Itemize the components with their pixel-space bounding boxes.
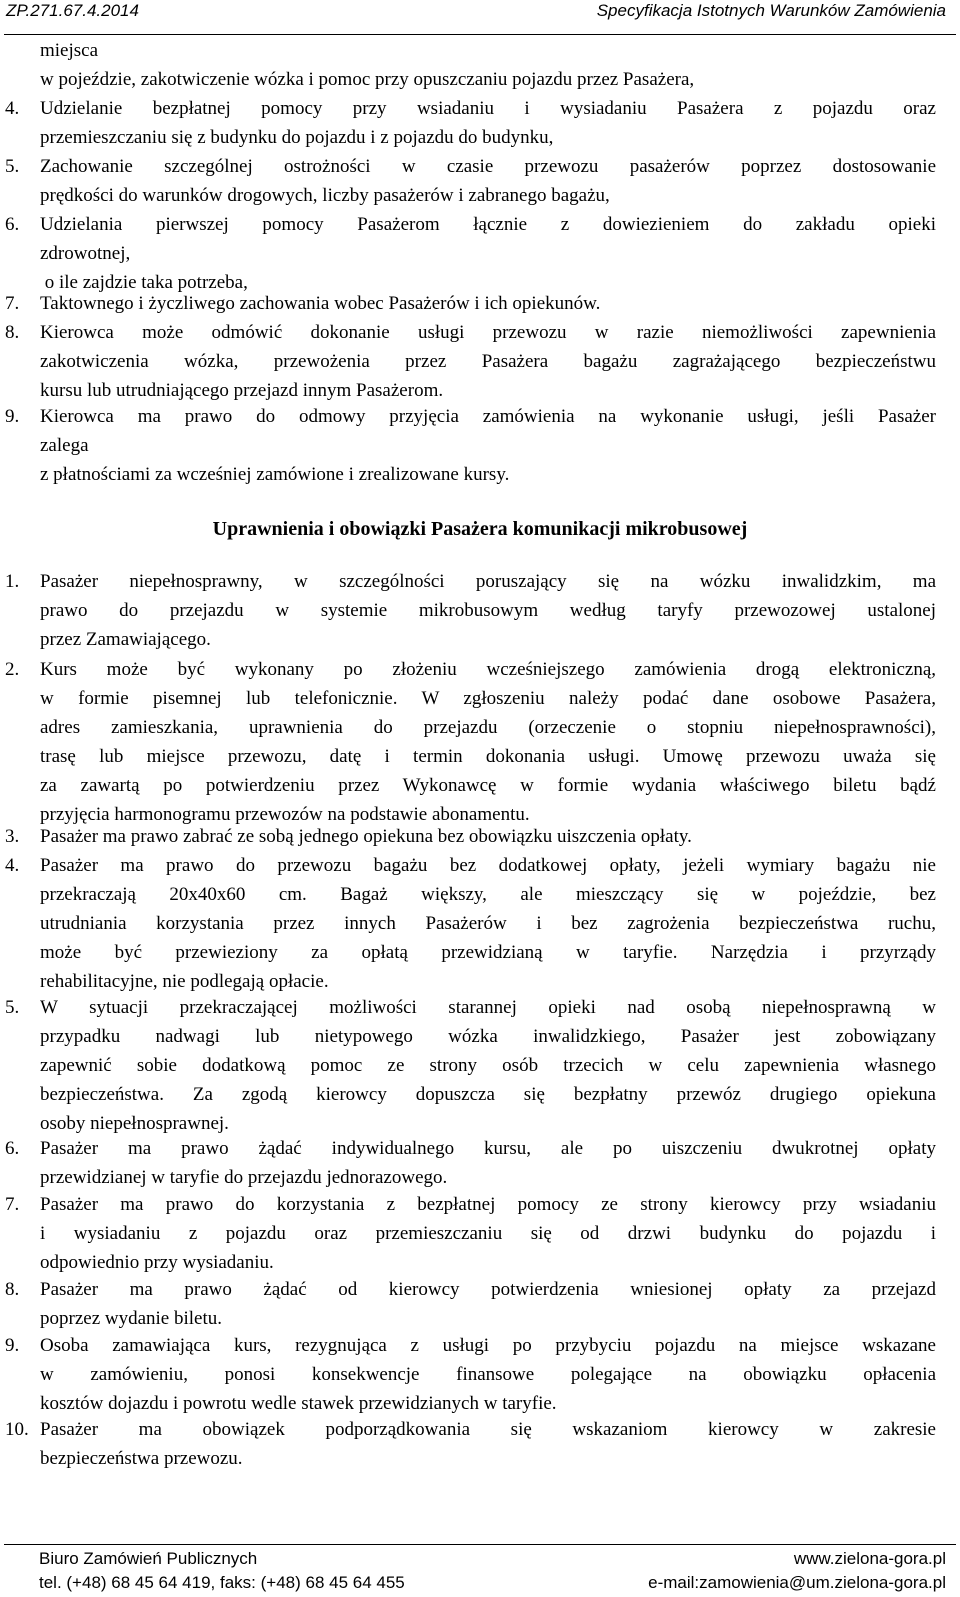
text-line: prawo do przejazdu w systemie mikrobusowym według taryfy przewozowej ustalonej xyxy=(40,600,936,621)
list-number: 7. xyxy=(5,293,20,314)
text-line: Pasażer niepełnosprawny, w szczególności poruszający się na wózku inwalidzkim, ma xyxy=(40,571,936,592)
text-line: miejsca xyxy=(40,40,99,61)
list-item xyxy=(5,822,936,851)
text-line: Zachowanie szczególnej ostrożności w czasie przewozu pasażerów poprzez dostosowanie xyxy=(40,156,936,177)
text-line: Pasażer ma prawo żądać indywidualnego kursu, ale po uiszczeniu dwukrotnej opłaty xyxy=(40,1138,936,1159)
list-number: 8. xyxy=(5,322,20,343)
text-line: Udzielania pierwszej pomocy Pasażerom łącznie z dowiezieniem do zakładu opieki xyxy=(40,214,936,235)
text-line: zdrowotnej, xyxy=(40,243,131,264)
text-line: za zawartą po potwierdzeniu przez Wykonawcę w formie wydania właściwego biletu bądź xyxy=(40,775,936,796)
list-number: 9. xyxy=(5,1335,20,1356)
list-number: 4. xyxy=(5,855,20,876)
text-line: kursu lub utrudniającego przejazd innym Pasażerom. xyxy=(40,380,444,401)
list-item xyxy=(5,318,936,405)
text-line: W sytuacji przekraczającej możliwości starannej opieki nad osobą niepełnosprawną w xyxy=(40,997,936,1018)
text-line: Pasażer ma prawo do przewozu bagażu bez dodatkowej opłaty, jeżeli wymiary bagażu nie xyxy=(40,855,936,876)
text-line: Osoba zamawiająca kurs, rezygnująca z usługi po przybyciu pojazdu na miejsce wskazane xyxy=(40,1335,936,1356)
text-line: Taktownego i życzliwego zachowania wobec Pasażerów i ich opiekunów. xyxy=(40,293,601,314)
list-item xyxy=(5,1415,936,1473)
text-line: adres zamieszkania, uprawnienia do przejazdu (orzeczenie o stopniu niepełnosprawności), xyxy=(40,717,936,738)
footer-office-name: Biuro Zamówień Publicznych xyxy=(39,1549,258,1568)
text-line: przekraczają 20x40x60 cm. Bagaż większy, ale mieszczący się w pojeździe, bez xyxy=(40,884,936,905)
list-number: 7. xyxy=(5,1194,20,1215)
text-line: Kierowca ma prawo do odmowy przyjęcia zamówienia na wykonanie usługi, jeśli Pasażer xyxy=(40,406,936,427)
text-line: prędkości do warunków drogowych, liczby pasażerów i zabranego bagażu, xyxy=(40,185,610,206)
text-line: przypadku nadwagi lub nietypowego wózka inwalidzkiego, Pasażer jest zobowiązany xyxy=(40,1026,936,1047)
text-line: przez Zamawiającego. xyxy=(40,629,211,650)
text-line: Kierowca może odmówić dokonanie usługi przewozu w razie niemożliwości zapewnienia xyxy=(40,322,936,343)
text-line: z płatnościami za wcześniej zamówione i zrealizowane kursy. xyxy=(40,464,510,485)
page-header xyxy=(4,0,956,35)
text-line: Pasażer ma obowiązek podporządkowania się wskazaniom kierowcy w zakresie xyxy=(40,1419,936,1440)
text-line: bezpieczeństwa przewozu. xyxy=(40,1448,243,1469)
list-number: 8. xyxy=(5,1279,20,1300)
intro-text xyxy=(40,36,936,94)
list-item xyxy=(5,567,936,654)
list-item xyxy=(5,402,936,489)
list-item xyxy=(5,152,936,210)
list-item xyxy=(5,1275,936,1333)
text-line: osoby niepełnosprawnej. xyxy=(40,1113,229,1134)
list-number: 5. xyxy=(5,997,20,1018)
text-line: przyjęcia harmonogramu przewozów na podstawie abonamentu. xyxy=(40,804,530,825)
list-item xyxy=(5,1331,936,1418)
list-number: 4. xyxy=(5,98,20,119)
text-line: o ile zajdzie taka potrzeba, xyxy=(40,272,248,293)
text-line: trasę lub miejsce przewozu, datę i termin dokonania usługi. Umowę przewozu uważa się xyxy=(40,746,936,767)
text-line: w zamówieniu, ponosi konsekwencje finansowe polegające na obowiązku opłacenia xyxy=(40,1364,936,1385)
list-item xyxy=(5,1134,936,1192)
list-number: 3. xyxy=(5,826,20,847)
text-line: i wysiadaniu z pojazdu oraz przemieszczaniu się od drzwi budynku do pojazdu i xyxy=(40,1223,936,1244)
list-item xyxy=(5,993,936,1138)
list-item xyxy=(5,851,936,996)
list-number: 6. xyxy=(5,1138,20,1159)
text-line: odpowiednio przy wysiadaniu. xyxy=(40,1252,274,1273)
text-line: może być przewieziony za opłatą przewidzianą w taryfie. Narzędzia i przyrządy xyxy=(40,942,936,963)
text-line: zalega xyxy=(40,435,89,456)
list-number: 1. xyxy=(5,571,20,592)
document-reference: ZP.271.67.4.2014 xyxy=(6,1,139,20)
text-line: w formie pisemnej lub telefonicznie. W zgłoszeniu należy podać dane osobowe Pasażera, xyxy=(40,688,936,709)
text-line: zakotwiczenia wózka, przewożenia przez Pasażera bagażu zagrażającego bezpieczeństwu xyxy=(40,351,936,372)
text-line: przewidzianej w taryfie do przejazdu jednorazowego. xyxy=(40,1167,448,1188)
text-line: Kurs może być wykonany po złożeniu wcześniejszego zamówienia drogą elektroniczną, xyxy=(40,659,936,680)
page-footer xyxy=(4,1544,956,1597)
text-line: w pojeździe, zakotwiczenie wózka i pomoc przy opuszczaniu pojazdu przez Pasażera, xyxy=(40,69,695,90)
list-item xyxy=(5,210,936,297)
section-title: Uprawnienia i obowiązki Pasażera komunikacji mikrobusowej xyxy=(212,518,748,540)
list-number: 9. xyxy=(5,406,20,427)
text-line: kosztów dojazdu i powrotu wedle stawek przewidzianych w taryfie. xyxy=(40,1393,557,1414)
text-line: utrudniania korzystania przez innych Pasażerów i bez zagrożenia bezpieczeństwa ruchu, xyxy=(40,913,936,934)
document-title: Specyfikacja Istotnych Warunków Zamówienia xyxy=(596,1,946,20)
text-line: bezpieczeństwa. Za zgodą kierowcy dopuszcza się bezpłatny przewóz drugiego opiekuna xyxy=(40,1084,936,1105)
text-line: Pasażer ma prawo do korzystania z bezpłatnej pomocy ze strony kierowcy przy wsiadaniu xyxy=(40,1194,936,1215)
text-line: poprzez wydanie biletu. xyxy=(40,1308,223,1329)
text-line: Pasażer ma prawo żądać od kierowcy potwierdzenia wniesionej opłaty za przejazd xyxy=(40,1279,936,1300)
list-number: 5. xyxy=(5,156,20,177)
list-number: 2. xyxy=(5,659,20,680)
list-number: 6. xyxy=(5,214,20,235)
footer-email-link[interactable]: e-mail:zamowienia@um.zielona-gora.pl xyxy=(648,1573,946,1592)
text-line: rehabilitacyjne, nie podlegają opłacie. xyxy=(40,971,329,992)
list-item xyxy=(5,94,936,152)
text-line: zapewnić sobie dodatkową pomoc ze strony osób trzecich w celu zapewnienia własnego xyxy=(40,1055,936,1076)
text-line: Pasażer ma prawo zabrać ze sobą jednego opiekuna bez obowiązku uiszczenia opłaty. xyxy=(40,826,692,847)
footer-phone-fax: tel. (+48) 68 45 64 419, faks: (+48) 68 45 64 455 xyxy=(39,1573,405,1592)
list-item xyxy=(5,655,936,829)
list-item xyxy=(5,289,936,318)
list-number: 10. xyxy=(5,1419,29,1440)
footer-website-link[interactable]: www.zielona-gora.pl xyxy=(793,1549,946,1568)
text-line: Udzielanie bezpłatnej pomocy przy wsiadaniu i wysiadaniu Pasażera z pojazdu oraz xyxy=(40,98,936,119)
list-item xyxy=(5,1190,936,1277)
text-line: przemieszczaniu się z budynku do pojazdu i z pojazdu do budynku, xyxy=(40,127,554,148)
